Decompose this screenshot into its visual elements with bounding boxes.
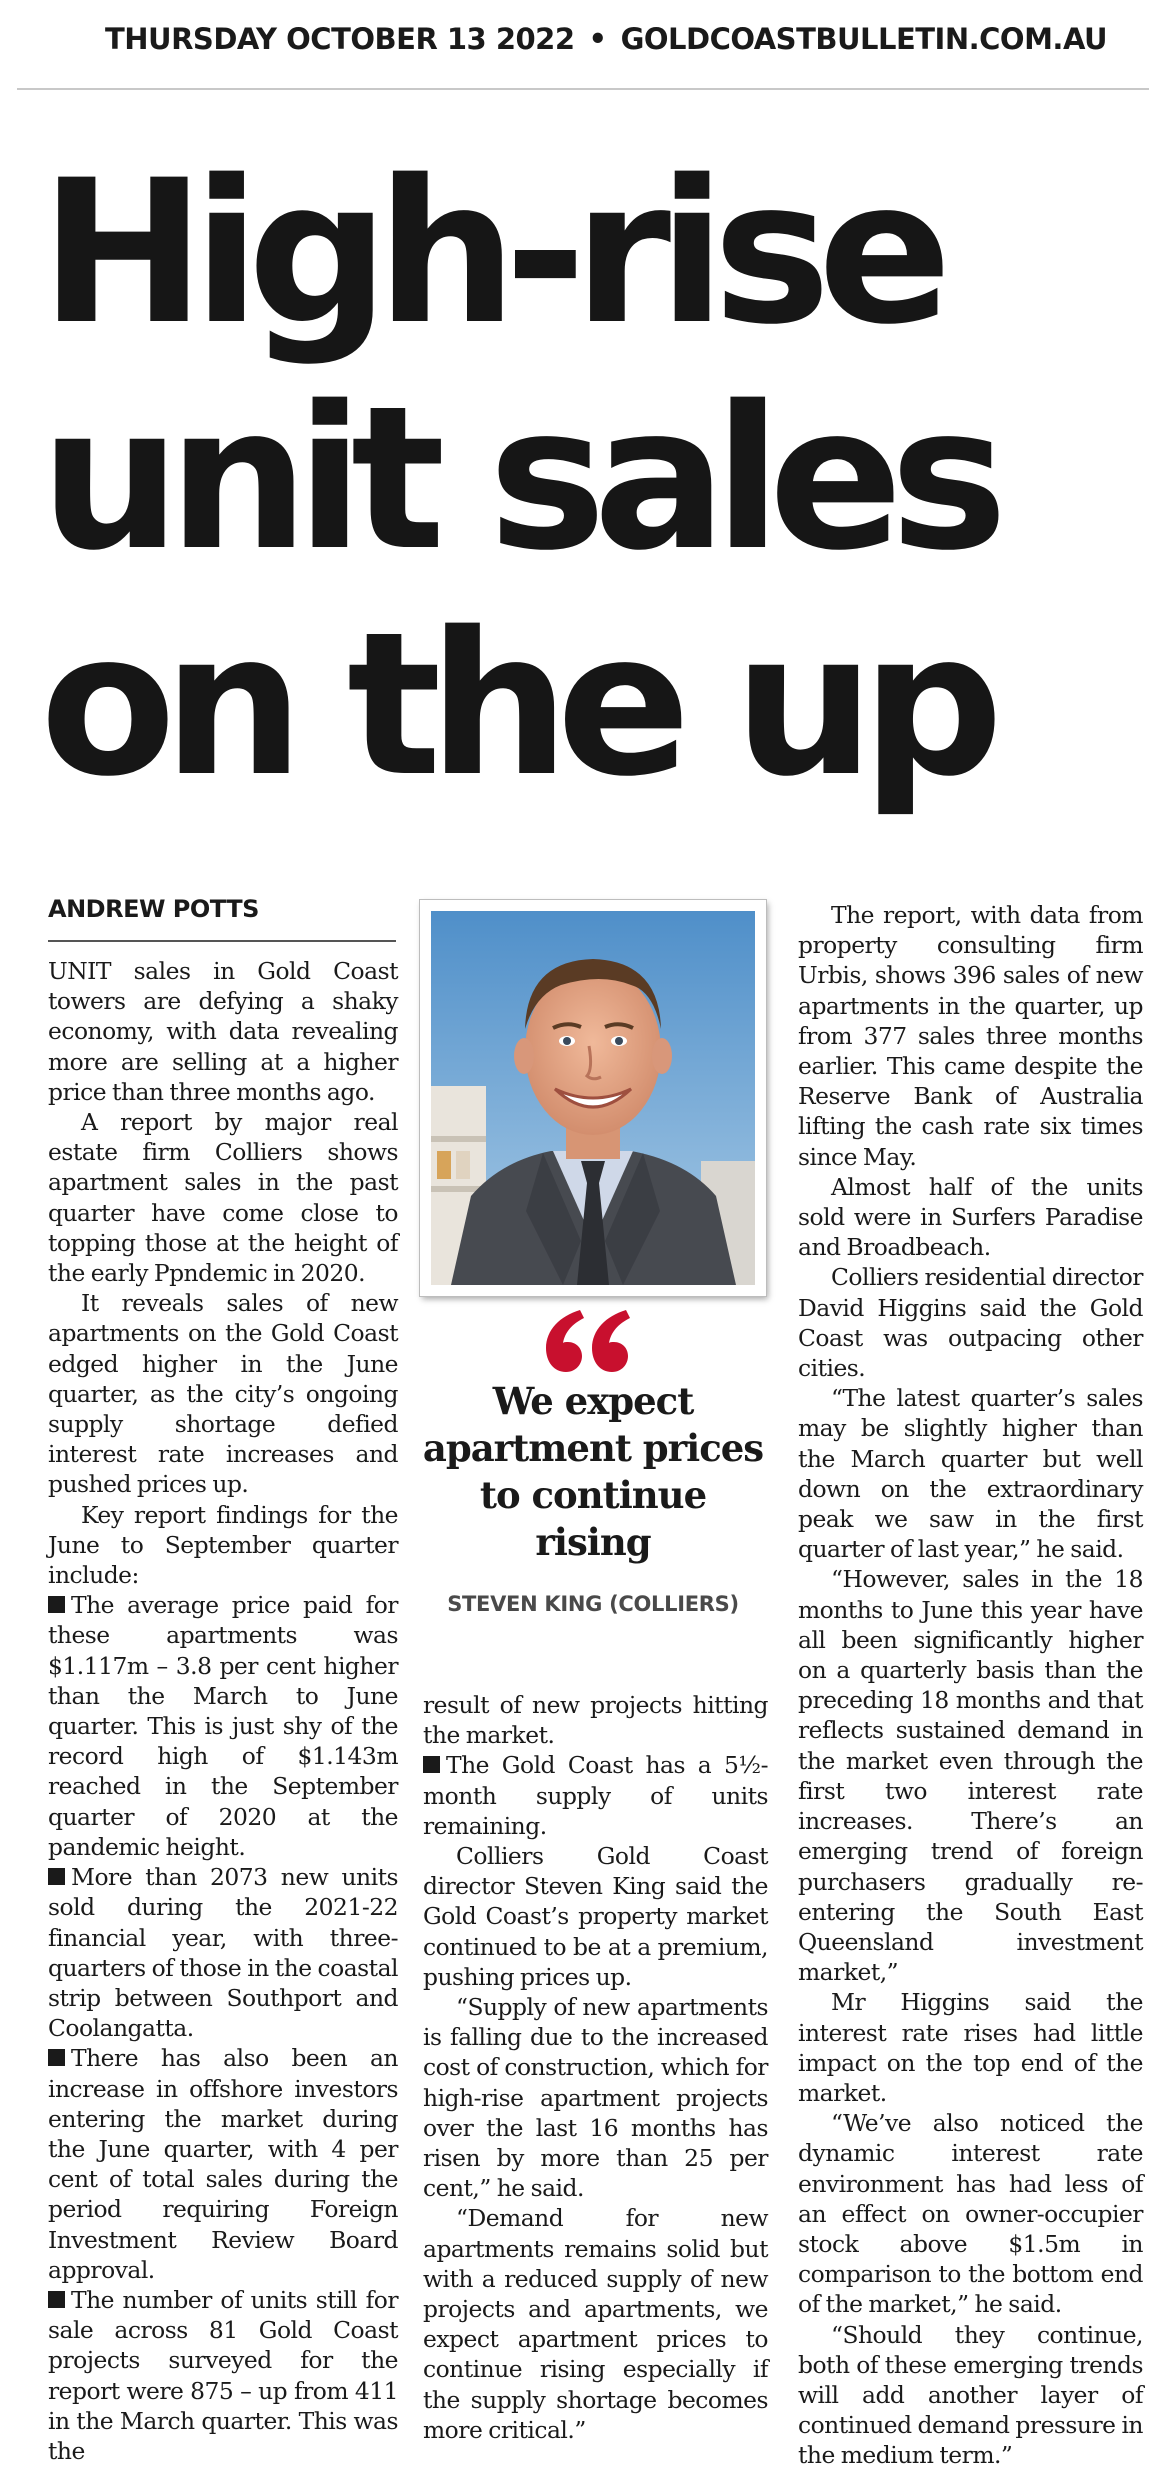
article-column-3 xyxy=(798,900,1143,2470)
bullet-square-icon xyxy=(48,1868,65,1885)
paragraph: “However, sales in the 18 months to June this year have all been significantly higher on a quarterly basis than the preceding 18 months and that reflects sustained demand in the market even through the first two interest rate increases. There’s an emerging trend of foreign purchasers gradually re-entering the South East Queensland investment market,” xyxy=(798,1565,1143,1987)
paragraph: Key report findings for the June to September quarter include: xyxy=(48,1500,398,1590)
paragraph: The report, with data from property consulting firm Urbis, shows 396 sales of new apartments in the quarter, up from 377 sales three months earlier. This came despite the Reserve Bank of Australia lifting the cash rate six times since May. xyxy=(798,901,1143,1171)
portrait-illustration xyxy=(431,911,755,1285)
paragraph: “Demand for new apartments remains solid but with a reduced supply of new projects and apartments, we expect apartment prices to continue rising especially if the supply shortage becomes more critical.” xyxy=(423,2204,768,2444)
header-separator: • xyxy=(588,22,607,56)
bullet-text: More than 2073 new units sold during the 2021-22 financial year, with three-quarters of those in the coastal strip between Southport and Coolangatta. xyxy=(48,1863,398,2043)
pullquote-attribution: STEVEN KING (COLLIERS) xyxy=(447,1592,739,1616)
paragraph: Colliers Gold Coast director Steven King said the Gold Coast’s property market continued to be at a premium, pushing prices up. xyxy=(423,1842,768,1991)
paragraph: It reveals sales of new apartments on the Gold Coast edged higher in the June quarter, as the city’s ongoing supply shortage defied interest rate increases and pushed prices up. xyxy=(48,1289,398,1499)
header-date: THURSDAY OCTOBER 13 2022 xyxy=(105,22,575,56)
paragraph: “We’ve also noticed the dynamic interest rate environment has had less of an effect on owner-occupier stock above $1.5m in comparison to the bottom end of the market,” he said. xyxy=(798,2109,1143,2319)
page-header xyxy=(105,22,1107,56)
header-site: GOLDCOASTBULLETIN.COM.AU xyxy=(620,22,1108,56)
bullet-text: The Gold Coast has a 5½-month supply of units remaining. xyxy=(423,1751,768,1840)
bullet-text: The average price paid for these apartments was $1.117m – 3.8 per cent higher than the March to June quarter. This is just shy of the record high of $1.143m reached in the September quarter of 2020 at the pandemic height. xyxy=(48,1591,398,1861)
bullet-paragraph xyxy=(48,2043,398,2285)
paragraph: Mr Higgins said the interest rate rises had little impact on the top end of the market. xyxy=(798,1988,1143,2107)
paragraph: Colliers residential director David Higgins said the Gold Coast was outpacing other cities. xyxy=(798,1263,1143,1383)
paragraph: “Should they continue, both of these emerging trends will add another layer of continued demand pressure in the medium term.” xyxy=(798,2320,1143,2470)
bullet-paragraph xyxy=(48,1590,398,1862)
paragraph: A report by major real estate firm Colliers shows apartment sales in the past quarter have come close to topping those at the height of the early Ppndemic in 2020. xyxy=(48,1108,398,1288)
bullet-square-icon xyxy=(48,2049,65,2066)
pullquote-text: We expect apartment prices to continue rising xyxy=(422,1379,764,1564)
paragraph: “Supply of new apartments is falling due to the increased cost of construction, which for high-rise apartment projects over the last 16 months has risen by more than 25 per cent,” he said. xyxy=(423,1993,768,2203)
bullet-paragraph xyxy=(48,2285,398,2466)
quote-mark-icon xyxy=(540,1308,630,1374)
bullet-square-icon xyxy=(48,2291,65,2308)
byline-rule xyxy=(48,940,396,942)
headline-line-1: High-rise xyxy=(40,137,940,368)
paragraph: UNIT sales in Gold Coast towers are defying a shaky economy, with data revealing more are selling at a higher price than three months ago. xyxy=(48,957,398,1106)
bullet-text: There has also been an increase in offshore investors entering the market during the June quarter, with 4 per cent of total sales during the period requiring Foreign Investment Review Board approval. xyxy=(48,2044,398,2284)
photo-frame xyxy=(420,900,766,1296)
headline-line-3: on the up xyxy=(40,589,991,820)
byline: ANDREW POTTS xyxy=(48,895,259,923)
headline xyxy=(40,137,1140,820)
article-column-1 xyxy=(48,956,398,2465)
paragraph: “The latest quarter’s sales may be slightly higher than the March quarter but well down on the extraordinary peak we saw in the first quarter of last year,” he said. xyxy=(798,1384,1143,1564)
article-column-2 xyxy=(423,1690,768,2444)
paragraph: result of new projects hitting the market. xyxy=(423,1691,768,1750)
bullet-text: The number of units still for sale across 81 Gold Coast projects surveyed for the report were 875 – up from 411 in the March quarter. This was the xyxy=(48,2285,398,2465)
bullet-square-icon xyxy=(423,1756,440,1773)
bullet-paragraph xyxy=(423,1750,768,1841)
header-rule xyxy=(17,88,1149,90)
steven-king-photo xyxy=(431,911,755,1285)
headline-line-2: unit sales xyxy=(40,363,995,594)
bullet-paragraph xyxy=(48,1862,398,2043)
paragraph: Almost half of the units sold were in Surfers Paradise and Broadbeach. xyxy=(798,1172,1143,1262)
bullet-square-icon xyxy=(48,1596,65,1613)
